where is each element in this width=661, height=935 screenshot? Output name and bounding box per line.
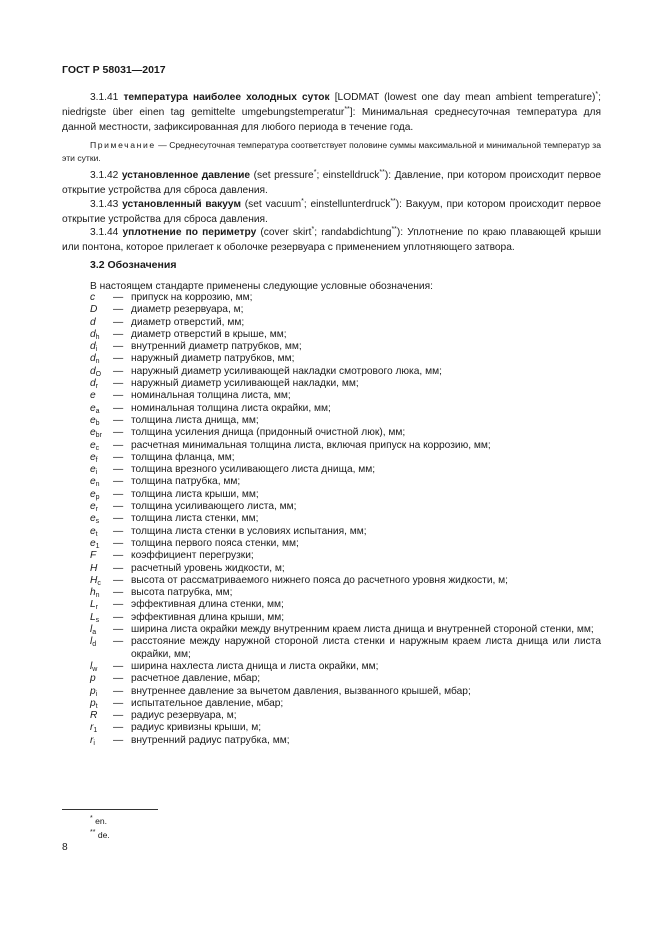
symbol-dash: — bbox=[113, 365, 124, 377]
symbol-subscript: O bbox=[95, 370, 102, 378]
def-lead: (set vacuum bbox=[240, 199, 302, 210]
symbol-subscript: i bbox=[95, 346, 98, 354]
symbol bbox=[90, 624, 113, 636]
symbol-subscript: d bbox=[92, 641, 97, 649]
symbol-row bbox=[90, 538, 601, 550]
symbol-subscript: a bbox=[92, 629, 97, 637]
page-number: 8 bbox=[62, 842, 68, 853]
symbol bbox=[90, 686, 113, 698]
symbol-subscript: n bbox=[95, 481, 100, 489]
section-intro: В настоящем стандарте применены следующие условные обозначения: bbox=[90, 281, 433, 292]
symbol-subscript: a bbox=[95, 407, 100, 415]
def-lead: (set pressure bbox=[250, 170, 314, 181]
symbol-description: толщина патрубка, мм; bbox=[131, 476, 241, 488]
symbol-list bbox=[90, 292, 601, 747]
footnote-mark: * bbox=[313, 169, 317, 176]
symbol bbox=[90, 575, 113, 587]
symbol bbox=[90, 341, 113, 353]
symbol-base: e bbox=[90, 537, 96, 549]
symbol-row bbox=[90, 489, 601, 501]
symbol-base: H bbox=[90, 574, 98, 586]
def-mid: ; randabdichtung bbox=[314, 227, 392, 238]
symbol-row bbox=[90, 575, 601, 587]
symbol bbox=[90, 661, 113, 673]
def-lead: [LODMAT (lowest one day mean ambient temperature) bbox=[334, 92, 596, 103]
def-number: 3.1.42 bbox=[90, 170, 119, 181]
symbol-dash: — bbox=[113, 624, 124, 636]
symbol-base: d bbox=[90, 365, 96, 377]
def-lead: (cover skirt bbox=[256, 227, 312, 238]
symbol-description: диаметр отверстий в крыше, мм; bbox=[131, 328, 287, 340]
symbol-dash: — bbox=[113, 525, 124, 537]
symbol-base: e bbox=[90, 402, 96, 414]
symbol-description: радиус кривизны крыши, м; bbox=[131, 722, 262, 734]
symbol-subscript: n bbox=[95, 592, 100, 600]
symbol-row bbox=[90, 636, 601, 661]
page-header: ГОСТ Р 58031—2017 bbox=[62, 64, 166, 76]
symbol-row bbox=[90, 366, 601, 378]
symbol-description: расчетный уровень жидкости, м; bbox=[131, 562, 285, 574]
symbol-description: диаметр резервуара, м; bbox=[131, 304, 244, 316]
symbol-description: толщина первого пояса стенки, мм; bbox=[131, 537, 299, 549]
footnote-1 bbox=[90, 814, 110, 828]
symbol bbox=[90, 304, 113, 316]
symbol-description: испытательное давление, мбар; bbox=[131, 697, 284, 709]
note-text: — Среднесуточная температура соответствует половине суммы максимальной и минимальной температур за эти сутки. bbox=[62, 140, 601, 163]
symbol-description: толщина врезного усиливающего листа днища, мм; bbox=[131, 464, 376, 476]
symbol-base: d bbox=[90, 316, 96, 328]
symbol-dash: — bbox=[113, 378, 124, 390]
symbol-base: e bbox=[90, 451, 96, 463]
symbol-row bbox=[90, 563, 601, 575]
symbol bbox=[90, 710, 113, 722]
symbol-row bbox=[90, 476, 601, 488]
symbol-dash: — bbox=[113, 550, 124, 562]
symbol-base: p bbox=[90, 697, 96, 709]
definition-3-1-44 bbox=[62, 225, 601, 255]
symbol-description: толщина усиления днища (придонный очистной люк), мм; bbox=[131, 427, 406, 439]
symbol-row bbox=[90, 390, 601, 402]
symbol-subscript: br bbox=[95, 432, 102, 440]
symbol bbox=[90, 722, 113, 734]
symbol-row bbox=[90, 710, 601, 722]
symbol bbox=[90, 317, 113, 329]
symbol bbox=[90, 550, 113, 562]
symbol bbox=[90, 329, 113, 341]
symbol bbox=[90, 513, 113, 525]
symbol-description: толщина листа днища, мм; bbox=[131, 414, 259, 426]
symbol-row bbox=[90, 452, 601, 464]
symbol-base: p bbox=[90, 673, 96, 685]
footnote-mark: ** bbox=[391, 226, 397, 233]
symbol bbox=[90, 366, 113, 378]
symbol-row bbox=[90, 612, 601, 624]
def-text: ): Давление, при котором происходит первое открытие устройства для сброса давления. bbox=[62, 170, 601, 196]
symbol-row bbox=[90, 501, 601, 513]
symbol-row bbox=[90, 599, 601, 611]
symbol-dash: — bbox=[113, 587, 124, 599]
symbol-dash: — bbox=[113, 316, 124, 328]
symbol-base: L bbox=[90, 599, 96, 611]
symbol-row bbox=[90, 698, 601, 710]
footnote-mark: ** bbox=[344, 106, 350, 113]
symbol-row bbox=[90, 661, 601, 673]
symbol-description: наружный диаметр патрубков, мм; bbox=[131, 353, 295, 365]
symbol-description: припуск на коррозию, мм; bbox=[131, 292, 253, 303]
footnote-text: de. bbox=[95, 830, 110, 840]
symbol-row bbox=[90, 526, 601, 538]
symbol-dash: — bbox=[113, 488, 124, 500]
symbol-description: толщина листа стенки, мм; bbox=[131, 513, 259, 525]
symbol-row bbox=[90, 440, 601, 452]
def-mid: ; einstellunterdruck bbox=[303, 199, 391, 210]
symbol-description: толщина фланца, мм; bbox=[131, 451, 235, 463]
note bbox=[62, 139, 601, 165]
symbol bbox=[90, 636, 113, 648]
symbol-subscript: c bbox=[95, 444, 100, 452]
footnote-mark: ** bbox=[90, 829, 96, 836]
symbol-description: радиус резервуара, м; bbox=[131, 710, 237, 722]
symbol-row bbox=[90, 624, 601, 636]
symbol-subscript: c bbox=[97, 579, 101, 587]
symbol-row bbox=[90, 513, 601, 525]
symbol-dash: — bbox=[113, 451, 124, 463]
symbol bbox=[90, 673, 113, 685]
symbol bbox=[90, 440, 113, 452]
symbol-base: h bbox=[90, 587, 96, 599]
def-text: ): Вакуум, при котором происходит первое открытие устройства для сброса давления. bbox=[62, 199, 601, 225]
symbol bbox=[90, 353, 113, 365]
symbol-description: номинальная толщина листа, мм; bbox=[131, 390, 291, 402]
symbol bbox=[90, 378, 113, 390]
symbol-description: внутренний диаметр патрубков, мм; bbox=[131, 341, 302, 353]
symbol-description: наружный диаметр усиливающей накладки, мм; bbox=[131, 378, 359, 390]
symbol-base: d bbox=[90, 341, 96, 353]
symbol bbox=[90, 587, 113, 599]
symbol-subscript: s bbox=[95, 616, 100, 624]
symbol bbox=[90, 476, 113, 488]
symbol bbox=[90, 735, 113, 747]
symbol-dash: — bbox=[113, 673, 124, 685]
symbol-description: наружный диаметр усиливающей накладки смотрового люка, мм; bbox=[131, 365, 442, 377]
symbol-base: l bbox=[90, 636, 93, 648]
symbol-subscript: n bbox=[95, 358, 100, 366]
section-title: 3.2 Обозначения bbox=[90, 259, 177, 271]
symbol-row bbox=[90, 673, 601, 685]
footnote-mark: * bbox=[595, 91, 599, 98]
symbol-subscript: r bbox=[95, 604, 99, 612]
symbol-row bbox=[90, 550, 601, 562]
def-number: 3.1.41 bbox=[90, 92, 119, 103]
symbol-base: R bbox=[90, 710, 98, 722]
symbol-dash: — bbox=[113, 292, 124, 303]
symbol bbox=[90, 698, 113, 710]
symbol-row bbox=[90, 735, 601, 747]
symbol-subscript: t bbox=[95, 530, 98, 538]
symbol-row bbox=[90, 292, 601, 304]
def-mid: ; einstelldruck bbox=[316, 170, 380, 181]
symbol-base: e bbox=[90, 513, 96, 525]
symbol-dash: — bbox=[113, 513, 124, 525]
symbol-dash: — bbox=[113, 501, 124, 513]
symbol-row bbox=[90, 403, 601, 415]
symbol-dash: — bbox=[113, 402, 124, 414]
symbol-subscript: f bbox=[95, 456, 98, 464]
symbol-dash: — bbox=[113, 710, 124, 722]
symbol-row bbox=[90, 427, 601, 439]
symbol-dash: — bbox=[113, 427, 124, 439]
symbol bbox=[90, 501, 113, 513]
footnotes bbox=[90, 814, 110, 842]
definition-3-1-43 bbox=[62, 197, 601, 227]
symbol-row bbox=[90, 341, 601, 353]
symbol-dash: — bbox=[113, 353, 124, 365]
symbol bbox=[90, 526, 113, 538]
symbol-dash: — bbox=[113, 341, 124, 353]
symbol-dash: — bbox=[113, 304, 124, 316]
symbol-dash: — bbox=[113, 328, 124, 340]
symbol-row bbox=[90, 329, 601, 341]
symbol-base: D bbox=[90, 304, 98, 316]
symbol-description: ширина нахлеста листа днища и листа окрайки, мм; bbox=[131, 660, 379, 672]
symbol-base: e bbox=[90, 390, 96, 402]
symbol-base: r bbox=[90, 722, 94, 734]
symbol-subscript: r bbox=[95, 506, 99, 514]
symbol-base: e bbox=[90, 414, 96, 426]
symbol-dash: — bbox=[113, 722, 124, 734]
def-text: ): Уплотнение по краю плавающей крыши или понтона, которое прилегает к оболочке резервуара с применением уплотняющего затвора. bbox=[62, 227, 602, 253]
symbol-subscript: p bbox=[95, 493, 100, 501]
symbol-subscript: i bbox=[95, 690, 98, 698]
footnote-mark: * bbox=[311, 226, 315, 233]
def-number: 3.1.43 bbox=[90, 199, 119, 210]
def-mid: ; niedrigste über einen tag gemittelte umgebungstemperatur bbox=[62, 92, 601, 118]
symbol-base: e bbox=[90, 427, 96, 439]
symbol bbox=[90, 452, 113, 464]
symbol bbox=[90, 563, 113, 575]
symbol-dash: — bbox=[113, 697, 124, 709]
symbol-dash: — bbox=[113, 611, 124, 623]
symbol-row bbox=[90, 353, 601, 365]
symbol-subscript: 1 bbox=[93, 727, 98, 735]
symbol-base: l bbox=[90, 660, 93, 672]
symbol-dash: — bbox=[113, 734, 124, 746]
def-text: ]: Минимальная среднесуточная температура для данной местности, зафиксированная для любого периода в течение года. bbox=[62, 107, 601, 133]
symbol-dash: — bbox=[113, 464, 124, 476]
definition-3-1-41 bbox=[62, 90, 601, 135]
symbol-description: ширина листа окрайки между внутренним краем листа днища и внутренней стороной стенки, мм; bbox=[131, 624, 594, 636]
symbol-base: H bbox=[90, 562, 98, 574]
symbol bbox=[90, 403, 113, 415]
def-term: уплотнение по периметру bbox=[122, 227, 257, 238]
def-term: установленный вакуум bbox=[122, 199, 241, 210]
symbol-dash: — bbox=[113, 439, 124, 451]
symbol-subscript: i bbox=[95, 469, 98, 477]
symbol-base: l bbox=[90, 624, 93, 636]
symbol-row bbox=[90, 587, 601, 599]
symbol-dash: — bbox=[113, 476, 124, 488]
symbol-base: d bbox=[90, 353, 96, 365]
symbol-row bbox=[90, 304, 601, 316]
symbol-description: коэффициент перегрузки; bbox=[131, 550, 254, 562]
symbol-dash: — bbox=[113, 562, 124, 574]
symbol-dash: — bbox=[113, 660, 124, 672]
symbol-base: e bbox=[90, 439, 96, 451]
symbol-description: внутренний радиус патрубка, мм; bbox=[131, 734, 290, 746]
symbol-description: высота от рассматриваемого нижнего пояса до расчетного уровня жидкости, м; bbox=[131, 574, 509, 586]
symbol-base: e bbox=[90, 501, 96, 513]
symbol-description: эффективная длина крыши, мм; bbox=[131, 611, 285, 623]
symbol-base: d bbox=[90, 328, 96, 340]
footnote-mark: ** bbox=[390, 198, 396, 205]
symbol-subscript: t bbox=[95, 702, 98, 710]
footnote-divider bbox=[62, 809, 158, 810]
definition-3-1-42 bbox=[62, 168, 601, 198]
symbol bbox=[90, 599, 113, 611]
symbol-description: расчетное давление, мбар; bbox=[131, 673, 261, 685]
symbol-row bbox=[90, 317, 601, 329]
symbol-row bbox=[90, 415, 601, 427]
symbol-description: внутреннее давление за вычетом давления, вызванного крышей, мбар; bbox=[131, 685, 471, 697]
symbol bbox=[90, 464, 113, 476]
symbol-base: e bbox=[90, 476, 96, 488]
symbol-description: толщина листа стенки в условиях испытания, мм; bbox=[131, 525, 367, 537]
symbol bbox=[90, 292, 113, 304]
symbol bbox=[90, 390, 113, 402]
footnote-text: en. bbox=[92, 816, 108, 826]
symbol-base: p bbox=[90, 685, 96, 697]
def-number: 3.1.44 bbox=[90, 227, 119, 238]
symbol-description: расстояние между наружной стороной листа стенки и наружным краем листа днища или листа окрайки, мм; bbox=[131, 636, 601, 660]
symbol-dash: — bbox=[113, 537, 124, 549]
symbol-base: c bbox=[90, 292, 96, 303]
symbol-description: расчетная минимальная толщина листа, включая припуск на коррозию, мм; bbox=[131, 439, 491, 451]
symbol-base: L bbox=[90, 611, 96, 623]
symbol-dash: — bbox=[113, 636, 124, 648]
symbol-description: диаметр отверстий, мм; bbox=[131, 316, 245, 328]
footnote-mark: ** bbox=[379, 169, 385, 176]
symbol bbox=[90, 415, 113, 427]
footnote-mark: * bbox=[301, 198, 304, 205]
symbol-dash: — bbox=[113, 599, 124, 611]
symbol-row bbox=[90, 686, 601, 698]
symbol-dash: — bbox=[113, 390, 124, 402]
symbol-dash: — bbox=[113, 574, 124, 586]
footnote-2 bbox=[90, 828, 110, 842]
note-label: Примечание bbox=[90, 140, 156, 150]
symbol-base: e bbox=[90, 488, 96, 500]
symbol-description: номинальная толщина листа окрайки, мм; bbox=[131, 402, 331, 414]
symbol-subscript: 1 bbox=[95, 542, 100, 550]
symbol bbox=[90, 427, 113, 439]
symbol-base: e bbox=[90, 525, 96, 537]
symbol-subscript: h bbox=[95, 333, 100, 341]
symbol-description: толщина листа крыши, мм; bbox=[131, 488, 259, 500]
symbol bbox=[90, 489, 113, 501]
symbol-row bbox=[90, 378, 601, 390]
symbol-subscript: w bbox=[92, 665, 98, 673]
symbol-base: d bbox=[90, 378, 96, 390]
symbol-row bbox=[90, 464, 601, 476]
symbol-base: e bbox=[90, 464, 96, 476]
symbol-row bbox=[90, 722, 601, 734]
symbol-subscript: i bbox=[93, 739, 95, 747]
symbol-subscript: s bbox=[95, 518, 100, 526]
def-term: установленное давление bbox=[121, 170, 251, 181]
symbol-description: высота патрубка, мм; bbox=[131, 587, 233, 599]
symbol bbox=[90, 538, 113, 550]
symbol-subscript: r bbox=[95, 383, 99, 391]
symbol-dash: — bbox=[113, 685, 124, 697]
symbol-description: эффективная длина стенки, мм; bbox=[131, 599, 284, 611]
symbol-base: F bbox=[90, 550, 97, 562]
symbol-base: r bbox=[90, 734, 94, 746]
symbol-subscript: b bbox=[95, 419, 100, 427]
symbol bbox=[90, 612, 113, 624]
footnote-mark: * bbox=[90, 815, 93, 822]
symbol-dash: — bbox=[113, 414, 124, 426]
def-term: температура наиболее холодных суток bbox=[123, 92, 330, 103]
symbol-description: толщина усиливающего листа, мм; bbox=[131, 501, 297, 513]
